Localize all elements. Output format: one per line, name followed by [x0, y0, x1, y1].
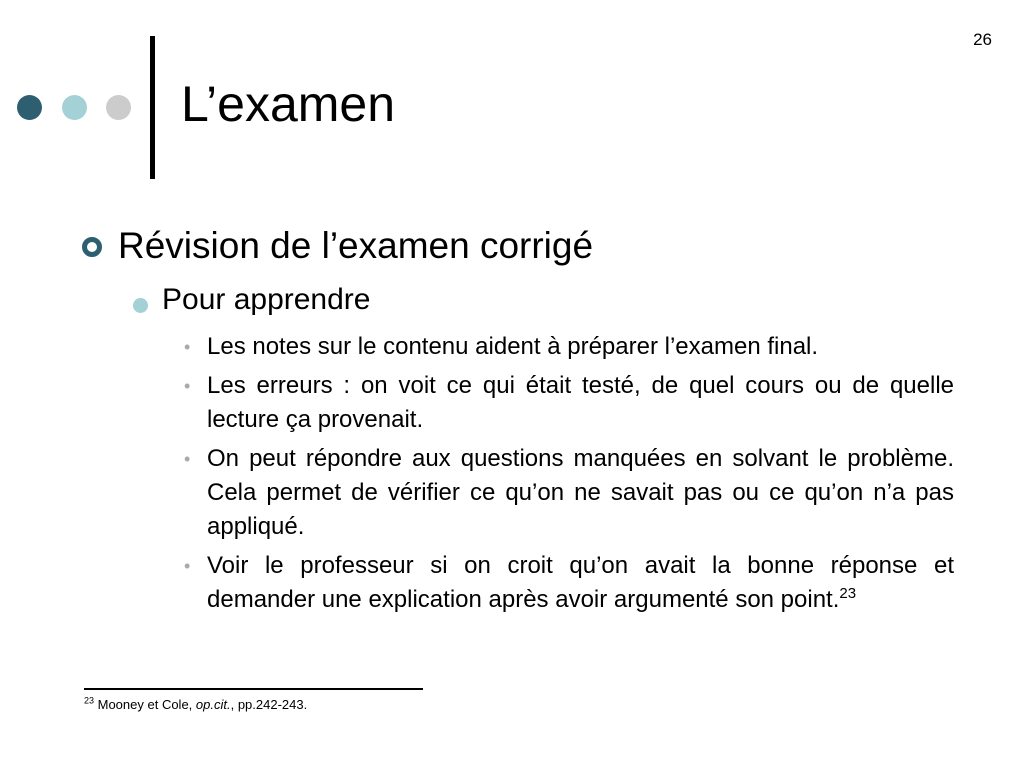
footnote-text-before: Mooney et Cole, [94, 697, 196, 712]
bullet-level3-item [183, 330, 954, 364]
footnote-reference: 23 [839, 585, 857, 602]
bullet-level3-list [183, 330, 954, 622]
slide-title: L’examen [181, 76, 396, 132]
bullet-level3-text: Les erreurs : on voit ce qui était testé, de quel cours ou de quelle lecture ça provenait. [207, 372, 954, 433]
bullet-level3-text: Voir le professeur si on croit qu’on avait la bonne réponse et demander une explication après avoir argumenté son point. [207, 552, 954, 613]
bullet-level3-text: Les notes sur le contenu aident à préparer l’examen final. [207, 333, 819, 360]
title-divider [150, 36, 155, 179]
bullet-level3-item [183, 549, 954, 617]
footnote-text-italic: op.cit. [195, 697, 231, 712]
small-dot-bullet-icon: • [184, 337, 191, 357]
footnote-text-after: , pp.242-243. [230, 697, 308, 712]
footnote-rule [84, 688, 423, 690]
footnote-number: 23 [84, 695, 95, 706]
slide-number: 26 [973, 30, 992, 49]
decorative-dot-teal [62, 95, 87, 120]
small-dot-bullet-icon: • [184, 556, 191, 576]
decorative-dot-gray [106, 95, 131, 120]
bullet-level1-text: Révision de l’examen corrigé [118, 225, 594, 266]
ring-bullet-icon [82, 237, 102, 257]
bullet-level3-text: On peut répondre aux questions manquées en solvant le problème. Cela permet de vérifier ce qu’on ne savait pas ou ce qu’on n’a pas appliqué. [207, 445, 954, 540]
bullet-level2-text: Pour apprendre [162, 283, 371, 316]
small-dot-bullet-icon: • [184, 449, 191, 469]
decorative-dot-dark [17, 95, 42, 120]
footnote [84, 697, 307, 712]
bullet-level3-item [183, 442, 954, 544]
small-dot-bullet-icon: • [184, 376, 191, 396]
bullet-level3-item [183, 369, 954, 437]
dot-bullet-icon [133, 298, 148, 313]
